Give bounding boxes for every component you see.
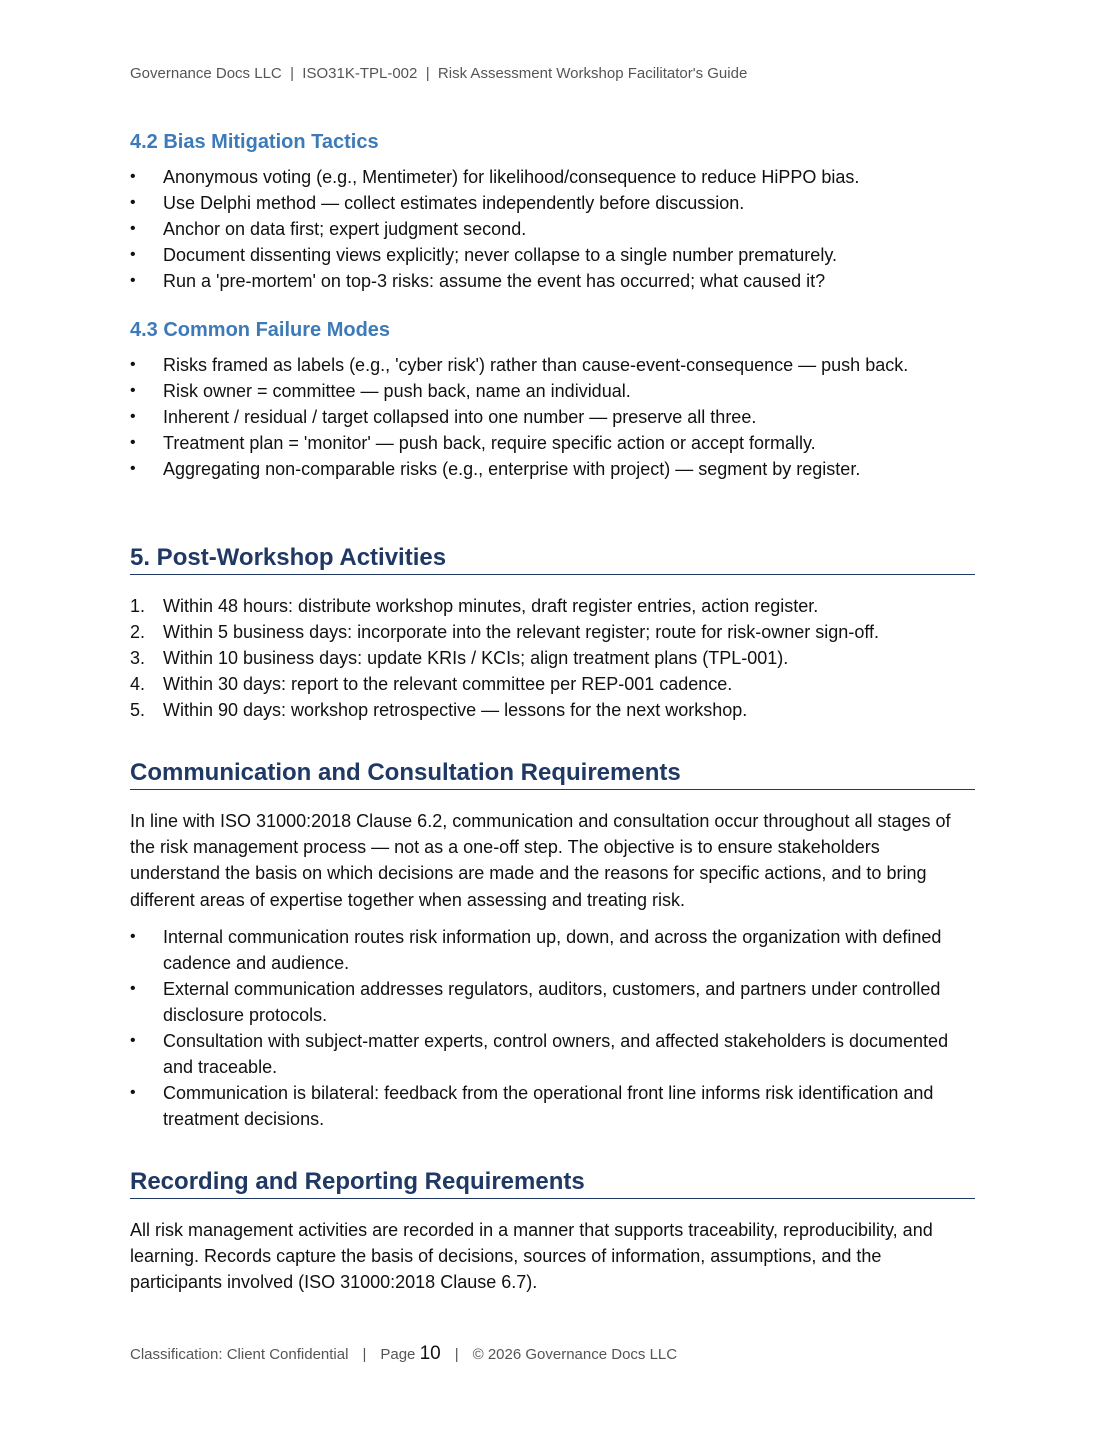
page-footer bbox=[130, 1343, 677, 1365]
list-number: 5. bbox=[130, 700, 146, 720]
bullet-icon: • bbox=[130, 1032, 136, 1049]
bullet-icon: • bbox=[130, 246, 136, 263]
list-item: • Anchor on data first; expert judgment second. bbox=[130, 216, 975, 242]
list-item: • Internal communication routes risk information up, down, and across the organization with defined cadence and audience. bbox=[130, 924, 975, 976]
list-item: 5. Within 90 days: workshop retrospective — lessons for the next workshop. bbox=[130, 697, 975, 723]
bullet-icon: • bbox=[130, 194, 136, 211]
list-item: • Risk owner = committee — push back, name an individual. bbox=[130, 378, 975, 404]
list-item: • Document dissenting views explicitly; never collapse to a single number prematurely. bbox=[130, 242, 975, 268]
list-number: 3. bbox=[130, 648, 146, 668]
list-item: • External communication addresses regulators, auditors, customers, and partners under controlled disclosure protocols. bbox=[130, 976, 975, 1028]
footer-separator: | bbox=[454, 1346, 459, 1363]
bullet-icon: • bbox=[130, 928, 136, 945]
footer-separator: | bbox=[362, 1346, 367, 1363]
list-item: • Risks framed as labels (e.g., 'cyber risk') rather than cause-event-consequence — push back. bbox=[130, 352, 975, 378]
section-4-2-heading: 4.2 Bias Mitigation Tactics bbox=[130, 131, 379, 153]
list-item: • Use Delphi method — collect estimates independently before discussion. bbox=[130, 190, 975, 216]
bullet-icon: • bbox=[130, 272, 136, 289]
bullet-icon: • bbox=[130, 460, 136, 477]
list-item: • Communication is bilateral: feedback from the operational front line informs risk identification and treatment decisions. bbox=[130, 1080, 975, 1132]
section-4-3-heading: 4.3 Common Failure Modes bbox=[130, 319, 391, 341]
bullet-icon: • bbox=[130, 382, 136, 399]
list-item: 4. Within 30 days: report to the relevant committee per REP-001 cadence. bbox=[130, 671, 975, 697]
failure-modes-list bbox=[130, 352, 975, 482]
running-header: Governance Docs LLC | ISO31K-TPL-002 | Risk Assessment Workshop Facilitator's Guide bbox=[130, 65, 748, 82]
section-5-heading: 5. Post-Workshop Activities bbox=[130, 543, 975, 575]
communication-heading: Communication and Consultation Requirements bbox=[130, 758, 975, 790]
list-item: • Aggregating non-comparable risks (e.g., enterprise with project) — segment by register. bbox=[130, 456, 975, 482]
classification-label: Classification: Client Confidential bbox=[130, 1346, 349, 1363]
list-number: 2. bbox=[130, 622, 146, 642]
page-number: 10 bbox=[419, 1343, 441, 1364]
bullet-icon: • bbox=[130, 408, 136, 425]
list-item: • Inherent / residual / target collapsed into one number — preserve all three. bbox=[130, 404, 975, 430]
bullet-icon: • bbox=[130, 1084, 136, 1101]
list-number: 4. bbox=[130, 674, 146, 694]
communication-list bbox=[130, 924, 975, 1132]
copyright-notice: © 2026 Governance Docs LLC bbox=[472, 1346, 678, 1363]
bullet-icon: • bbox=[130, 220, 136, 237]
recording-paragraph: All risk management activities are recorded in a manner that supports traceability, reproducibility, and learning. Records capture the basis of decisions, sources of information, assumptions, and the participants involved (ISO 31000:2018 Clause 6.7). bbox=[130, 1220, 933, 1293]
bullet-icon: • bbox=[130, 980, 136, 997]
list-number: 1. bbox=[130, 596, 146, 616]
list-item: • Run a 'pre-mortem' on top-3 risks: assume the event has occurred; what caused it? bbox=[130, 268, 975, 294]
bullet-icon: • bbox=[130, 434, 136, 451]
list-item: 3. Within 10 business days: update KRIs / KCIs; align treatment plans (TPL-001). bbox=[130, 645, 975, 671]
bullet-icon: • bbox=[130, 356, 136, 373]
list-item: • Anonymous voting (e.g., Mentimeter) for likelihood/consequence to reduce HiPPO bias. bbox=[130, 164, 975, 190]
list-item: • Consultation with subject-matter experts, control owners, and affected stakeholders is documented and traceable. bbox=[130, 1028, 975, 1080]
list-item: • Treatment plan = 'monitor' — push back, require specific action or accept formally. bbox=[130, 430, 975, 456]
page-label: Page bbox=[380, 1346, 416, 1363]
list-item: 1. Within 48 hours: distribute workshop minutes, draft register entries, action register. bbox=[130, 593, 975, 619]
bias-tactics-list bbox=[130, 164, 975, 294]
bullet-icon: • bbox=[130, 168, 136, 185]
list-item: 2. Within 5 business days: incorporate into the relevant register; route for risk-owner sign-off. bbox=[130, 619, 975, 645]
communication-paragraph: In line with ISO 31000:2018 Clause 6.2, communication and consultation occur throughout all stages of the risk management process — not as a one-off step. The objective is to ensure stakeholders understand the basis on which decisions are made and the reasons for specific actions, and to bring different areas of expertise together when assessing and treating risk. bbox=[130, 811, 951, 910]
post-workshop-list bbox=[130, 593, 975, 723]
recording-heading: Recording and Reporting Requirements bbox=[130, 1167, 975, 1199]
